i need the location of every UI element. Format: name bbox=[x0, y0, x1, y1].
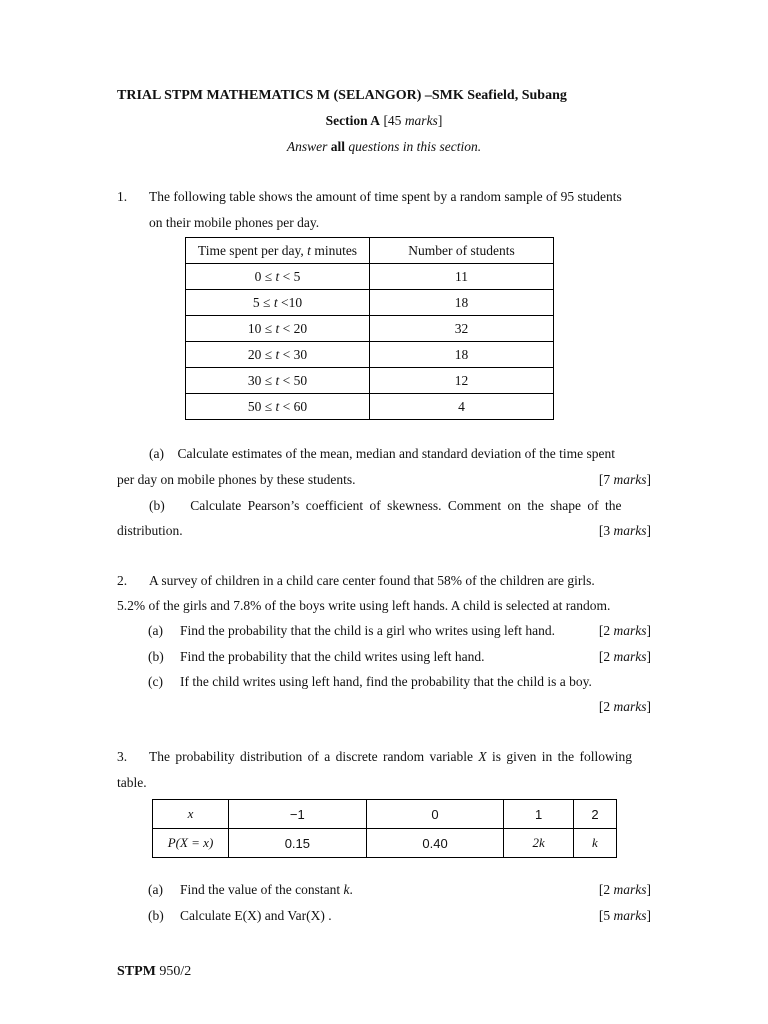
q3a-label: (a) bbox=[148, 882, 163, 897]
q2b-label: (b) bbox=[148, 649, 164, 664]
interval-cell: 30 ≤ t < 50 bbox=[186, 368, 370, 394]
q2-line2: 5.2% of the girls and 7.8% of the boys write using left hands. A child is selected at random. bbox=[117, 598, 611, 613]
q1a-text-cont: per day on mobile phones by these students. bbox=[117, 472, 356, 487]
x-value-cell: −1 bbox=[229, 800, 367, 829]
p-label-cell: P(X = x) bbox=[153, 829, 229, 858]
interval-lo: 10 bbox=[247, 320, 262, 336]
exam-title: TRIAL STPM MATHEMATICS M (SELANGOR) –SMK Seafield, Subang bbox=[117, 88, 567, 103]
q1a-text: (a) Calculate estimates of the mean, median and standard deviation of the time spent bbox=[149, 446, 615, 461]
col-header-students: Number of students bbox=[370, 238, 554, 264]
section-heading bbox=[117, 113, 651, 129]
q1a-line2 bbox=[117, 472, 651, 488]
col-header-time bbox=[186, 238, 370, 264]
count-cell: 4 bbox=[370, 394, 554, 420]
col-header-time-var: t bbox=[307, 242, 311, 258]
interval-cell: 10 ≤ t < 20 bbox=[186, 316, 370, 342]
q2a-marks: [2 marks] bbox=[598, 623, 651, 638]
q3b-marks: [5 marks] bbox=[598, 908, 651, 923]
q3b-text: Calculate E(X) and Var(X) . bbox=[180, 908, 332, 923]
q2a-label: (a) bbox=[148, 623, 163, 638]
table-row bbox=[186, 264, 554, 290]
table-row bbox=[186, 394, 554, 420]
interval-cell: 5 ≤ t <10 bbox=[186, 290, 370, 316]
interval-lo: 5 bbox=[252, 294, 260, 310]
q1-line2: on their mobile phones per day. bbox=[149, 215, 320, 230]
interval-lo: 50 bbox=[247, 398, 262, 414]
q3a-text: Find the value of the constant bbox=[180, 882, 344, 897]
interval-lo: 0 bbox=[254, 268, 262, 284]
q2b-marks: [2 marks] bbox=[598, 649, 651, 664]
x-value-cell: 2 bbox=[573, 800, 616, 829]
table-row bbox=[186, 342, 554, 368]
q3-line1-post: is given in the following bbox=[486, 749, 633, 764]
instruction-all: all bbox=[330, 139, 345, 154]
count-cell: 32 bbox=[370, 316, 554, 342]
interval-hi: 60 bbox=[293, 398, 308, 414]
interval-lo: 20 bbox=[247, 346, 262, 362]
q3a bbox=[148, 882, 651, 898]
instruction-post: questions in this section. bbox=[345, 139, 482, 154]
section-marks-open: [45 bbox=[380, 113, 405, 128]
q1a-line1 bbox=[149, 446, 651, 462]
q1b-text-cont: distribution. bbox=[117, 523, 183, 538]
p-value-cell: k bbox=[573, 829, 616, 858]
q2c-text: If the child writes using left hand, find the probability that the child is a boy. bbox=[180, 674, 592, 689]
q2a bbox=[148, 623, 651, 639]
q3-line1 bbox=[149, 749, 632, 765]
q3-distribution-table bbox=[152, 799, 617, 858]
interval-cell: 50 ≤ t < 60 bbox=[186, 394, 370, 420]
q2a-text: Find the probability that the child is a girl who writes using left hand. bbox=[180, 623, 555, 638]
table-header-row bbox=[186, 238, 554, 264]
q2c-label: (c) bbox=[148, 674, 163, 689]
q3b bbox=[148, 908, 651, 924]
q2c-marks: [2 marks] bbox=[598, 699, 651, 714]
section-marks-word: marks bbox=[404, 113, 438, 128]
q3-line2: table. bbox=[117, 775, 147, 790]
table-row bbox=[153, 829, 617, 858]
q1-frequency-table bbox=[185, 237, 554, 420]
q1a-marks: [7 marks] bbox=[598, 472, 651, 487]
count-cell: 18 bbox=[370, 290, 554, 316]
q2b bbox=[148, 649, 651, 665]
q1b-line2 bbox=[117, 523, 651, 539]
q1b-line1 bbox=[149, 498, 622, 514]
interval-hi: 10 bbox=[288, 294, 303, 310]
q3-line1-pre: The probability distribution of a discrete random variable bbox=[149, 749, 479, 764]
section-instruction bbox=[117, 139, 651, 155]
footer-code-bold: STPM bbox=[117, 964, 156, 979]
q3a-var: k bbox=[343, 882, 350, 897]
q1b-text: (b) Calculate Pearson’s coefficient of skewness. Comment on the shape of the bbox=[149, 498, 622, 513]
section-label: Section A bbox=[325, 113, 381, 128]
interval-hi: 5 bbox=[293, 268, 301, 284]
x-value-cell: 1 bbox=[504, 800, 574, 829]
table-row bbox=[186, 290, 554, 316]
interval-lo: 30 bbox=[247, 372, 262, 388]
table-row bbox=[186, 316, 554, 342]
q3a-marks: [2 marks] bbox=[598, 882, 651, 897]
col-header-time-post: minutes bbox=[310, 242, 358, 258]
interval-hi: 50 bbox=[293, 372, 308, 388]
p-value-cell: 0.15 bbox=[229, 829, 367, 858]
table-row bbox=[186, 368, 554, 394]
p-value-cell: 0.40 bbox=[366, 829, 504, 858]
q1-line1: The following table shows the amount of time spent by a random sample of 95 students bbox=[149, 189, 622, 204]
q3a-text-end: . bbox=[349, 882, 353, 897]
col-header-time-pre: Time spent per day, bbox=[197, 242, 308, 258]
x-value-cell: 0 bbox=[366, 800, 504, 829]
count-cell: 11 bbox=[370, 264, 554, 290]
page-footer bbox=[117, 964, 191, 980]
q1-number: 1. bbox=[117, 189, 128, 204]
interval-cell: 20 ≤ t < 30 bbox=[186, 342, 370, 368]
footer-code: 950/2 bbox=[155, 964, 192, 979]
count-cell: 12 bbox=[370, 368, 554, 394]
interval-hi: 20 bbox=[293, 320, 308, 336]
section-marks-close: ] bbox=[437, 113, 443, 128]
q2-number: 2. bbox=[117, 573, 128, 588]
q1b-marks: [3 marks] bbox=[598, 523, 651, 538]
table-row bbox=[153, 800, 617, 829]
interval-cell: 0 ≤ t < 5 bbox=[186, 264, 370, 290]
q2c bbox=[148, 674, 651, 690]
q3-line1-var: X bbox=[478, 749, 487, 764]
q2b-text: Find the probability that the child writes using left hand. bbox=[180, 649, 485, 664]
instruction-pre: Answer bbox=[286, 139, 331, 154]
interval-hi: 30 bbox=[293, 346, 308, 362]
q3b-label: (b) bbox=[148, 908, 164, 923]
x-label-cell: x bbox=[153, 800, 229, 829]
count-cell: 18 bbox=[370, 342, 554, 368]
q3-number: 3. bbox=[117, 749, 128, 764]
q2-line1: A survey of children in a child care center found that 58% of the children are girls. bbox=[149, 573, 595, 588]
p-value-cell: 2k bbox=[504, 829, 574, 858]
